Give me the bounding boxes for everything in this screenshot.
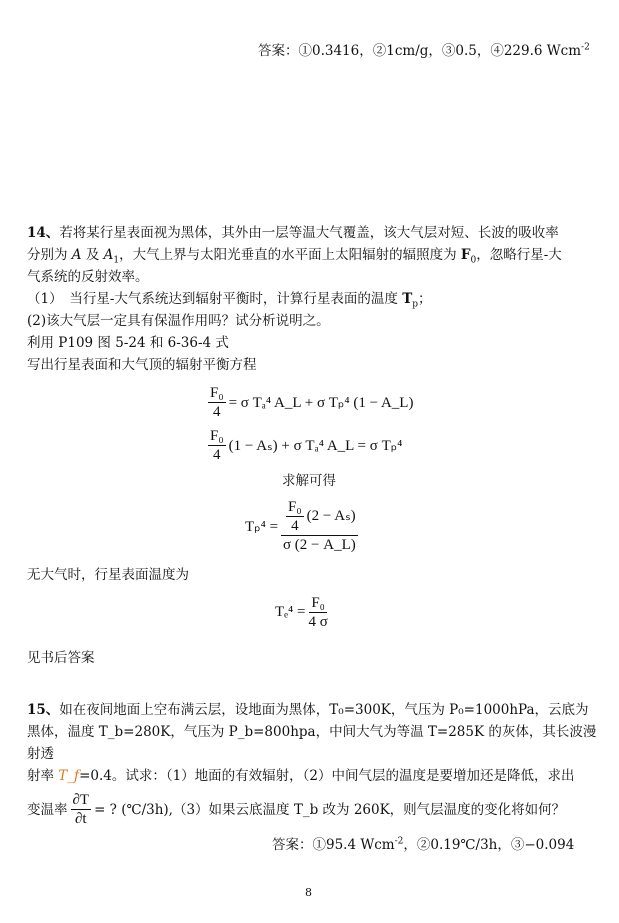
q14-line3: 气系统的反射效率。 [27, 269, 149, 285]
q15-line4b: = ? (℃/3h),（3）如果云底温度 T_b 改为 260K，则气层温度的变化将如何？ [94, 801, 566, 818]
eq3-lhs: Tₚ⁴ = [245, 518, 279, 535]
dt: ∂t [74, 811, 87, 827]
eq3-num-b: 4 [291, 518, 299, 534]
eq1-denominator: 4 [213, 404, 221, 420]
eq1-numerator: F₀ [210, 385, 224, 401]
answer-exponent: -2 [394, 836, 404, 847]
eq4-denominator: 4 σ [308, 614, 328, 630]
q15-line3a: 射率 [27, 768, 59, 784]
q15-Tf: T_f [58, 768, 80, 784]
q14-Tp-sub: p [412, 299, 419, 310]
eq2-numerator: F₀ [210, 428, 224, 444]
dT: ∂T [72, 792, 90, 808]
q14-F0: F [460, 247, 471, 263]
answer-15 [27, 834, 597, 856]
equation-2 [27, 427, 597, 464]
q14-line2b: ，大气上界与太阳光垂直的水平面上太阳辐射的辐照度为 [119, 247, 461, 263]
eq1-rhs: = σ Tₐ⁴ A_L + σ Tₚ⁴ (1 − A_L) [228, 395, 414, 411]
q14-part1-end: ； [418, 291, 432, 307]
see-book-text: 见书后答案 [27, 650, 95, 666]
question-number: 15、 [27, 702, 60, 718]
eq3-num-a: F₀ [288, 499, 302, 515]
q14-A: A [71, 247, 82, 263]
q15-line1: 如在夜间地面上空布满云层，设地面为黑体，T₀=300K，气压为 P₀=1000hPa，云底为 [59, 702, 589, 718]
q14-A1-sub: 1 [113, 255, 120, 266]
eq3-denominator: σ (2 − A_L) [282, 537, 356, 553]
answer-13 [27, 40, 597, 62]
q14-Tp: T [402, 291, 413, 307]
q14-part2: (2)该大气层一定具有保温作用吗？试分析说明之。 [27, 313, 330, 329]
no-atmosphere-text: 无大气时，行星表面温度为 [27, 567, 189, 583]
equation-3 [27, 498, 597, 554]
page-number: 8 [305, 886, 312, 899]
eq2-denominator: 4 [213, 447, 221, 463]
q14-instruction: 写出行星表面和大气顶的辐射平衡方程 [27, 357, 257, 373]
q15-line4a: 变温率 [27, 801, 68, 818]
q15-line3b: =0.4。试求：（1）地面的有效辐射，（2）中间气层的温度是要增加还是降低，求出 [79, 768, 575, 784]
eq3-num-c: (2 − Aₛ) [306, 507, 356, 524]
eq4-lhs: Tₑ⁴ = [275, 604, 306, 620]
equation-4 [27, 594, 597, 631]
q14-part1: （1） 当行星-大气系统达到辐射平衡时，计算行星表面的温度 [27, 291, 403, 307]
question-number: 14、 [27, 225, 60, 241]
answer-text: 答案：①0.3416，②1cm/g，③0.5，④229.6 Wcm [258, 43, 582, 59]
q14-line2c: ，忽略行星-大 [476, 247, 562, 263]
eq2-rhs: (1 − Aₛ) + σ Tₐ⁴ A_L = σ Tₚ⁴ [228, 438, 403, 454]
answer-unit-exponent: -2 [581, 42, 590, 53]
equation-1 [27, 384, 597, 421]
solve-text: 求解可得 [282, 473, 336, 489]
q14-line1: 若将某行星表面视为黑体，其外由一层等温大气覆盖，该大气层对短、长波的吸收率 [59, 225, 559, 241]
answer-rest: ，②0.19℃/3h，③−0.094 [403, 837, 575, 853]
question-14 [27, 222, 597, 376]
q14-reference: 利用 P109 图 5-24 和 6-36-4 式 [27, 335, 229, 351]
q14-A1: A [103, 247, 114, 263]
question-15 [27, 699, 597, 828]
q15-line2: 黑体，温度 T_b=280K，气压为 P_b=800hpa，中间大气为等温 T=285K 的灰体，其长波漫射透 [27, 724, 597, 762]
q14-and: 及 [81, 247, 104, 263]
answer-text: 答案：①95.4 Wcm [272, 837, 395, 853]
q14-line2a: 分别为 [27, 247, 68, 263]
eq4-numerator: F₀ [311, 595, 325, 611]
q14-F0-sub: 0 [470, 255, 477, 266]
